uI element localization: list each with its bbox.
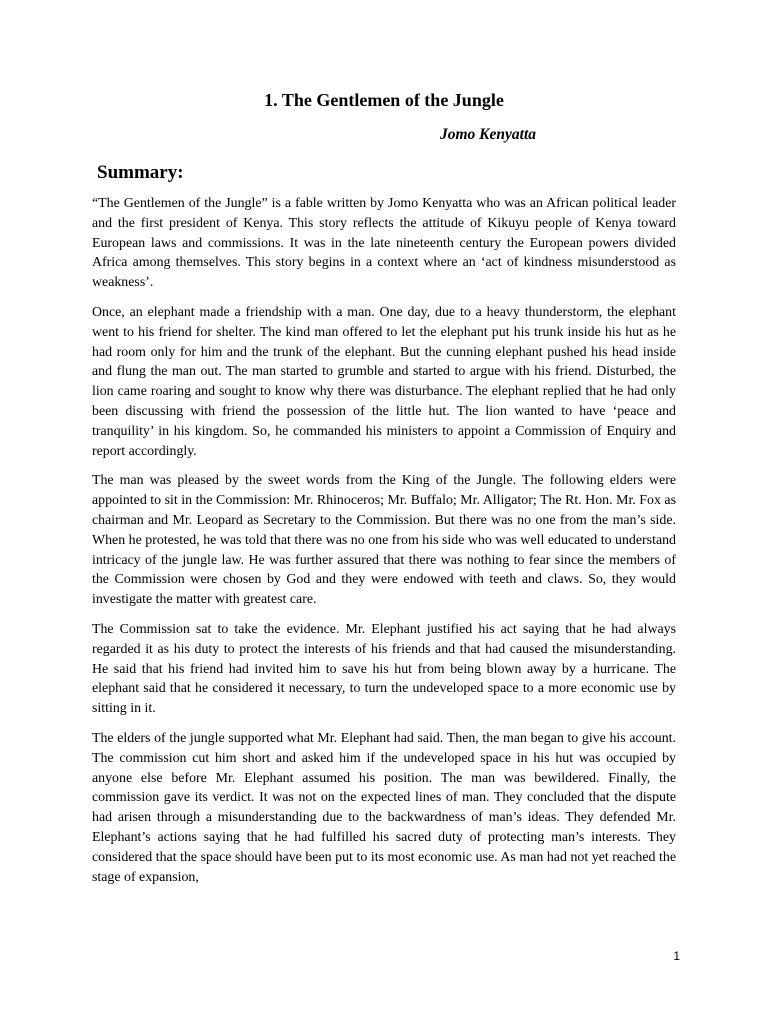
- author-name: Jomo Kenyatta: [440, 126, 537, 143]
- document-title: 1. The Gentlemen of the Jungle: [264, 90, 504, 110]
- paragraph-verdict: The elders of the jungle supported what Mr. Elephant had said. Then, the man began to give his account. The commission cut him short and asked him if the undeveloped space in his hut was occupied by anyone else before Mr. Elephant assumed his position. The man was bewildered. Finally, the commission gave its verdict. It was not on the expected lines of man. They concluded that the dispute had arisen through a misunderstanding due to the backwardness of man’s ideas. They defended Mr. Elephant’s actions saying that he had fulfilled his sacred duty of protecting man’s interests. They considered that the space should have been put to its most economic use. As man had not yet reached the stage of expansion,: [92, 730, 676, 885]
- page-number: 1: [673, 949, 680, 963]
- paragraph-evidence: The Commission sat to take the evidence. Mr. Elephant justified his act saying that he had always regarded it as his duty to protect the interests of his friends and that had caused the misunderstanding. He said that his friend had invited him to save his hut from being blown away by a hurricane. The elephant said that he considered it necessary, to turn the undeveloped space to a more economic use by sitting in it.: [92, 621, 676, 717]
- body-text: [92, 194, 676, 897]
- paragraph-intro: “The Gentlemen of the Jungle” is a fable written by Jomo Kenyatta who was an African political leader and the first president of Kenya. This story reflects the attitude of Kikuyu people of Kenya toward European laws and commissions. It was in the late nineteenth century the European powers divided Africa among themselves. This story begins in a context where an ‘act of kindness misunderstood as weakness’.: [92, 196, 676, 291]
- paragraph-elephant-hut: Once, an elephant made a friendship with a man. One day, due to a heavy thunderstorm, the elephant went to his friend for shelter. The kind man offered to let the elephant put his trunk inside his hut as he had room only for him and the trunk of the elephant. But the cunning elephant pushed his head inside and flung the man out. The man started to grumble and started to argue with his friend. Disturbed, the lion came roaring and sought to know why there was disturbance. The elephant replied that he had only been discussing with friend the possession of the little hut. The lion wanted to have ‘peace and tranquility’ in his kingdom. So, he commanded his ministers to appoint a Commission of Enquiry and report accordingly.: [92, 304, 676, 459]
- paragraph-commission-appointed: The man was pleased by the sweet words from the King of the Jungle. The following elders were appointed to sit in the Commission: Mr. Rhinoceros; Mr. Buffalo; Mr. Alligator; The Rt. Hon. Mr. Fox as chairman and Mr. Leopard as Secretary to the Commission. But there was no one from the man’s side. When he protested, he was told that there was no one from his side who was well educated to understand intricacy of the jungle law. He was further assured that there was nothing to fear since the members of the Commission were chosen by God and they were endowed with teeth and claws. So, they would investigate the matter with greatest care.: [92, 473, 676, 608]
- section-heading: Summary:: [97, 162, 184, 183]
